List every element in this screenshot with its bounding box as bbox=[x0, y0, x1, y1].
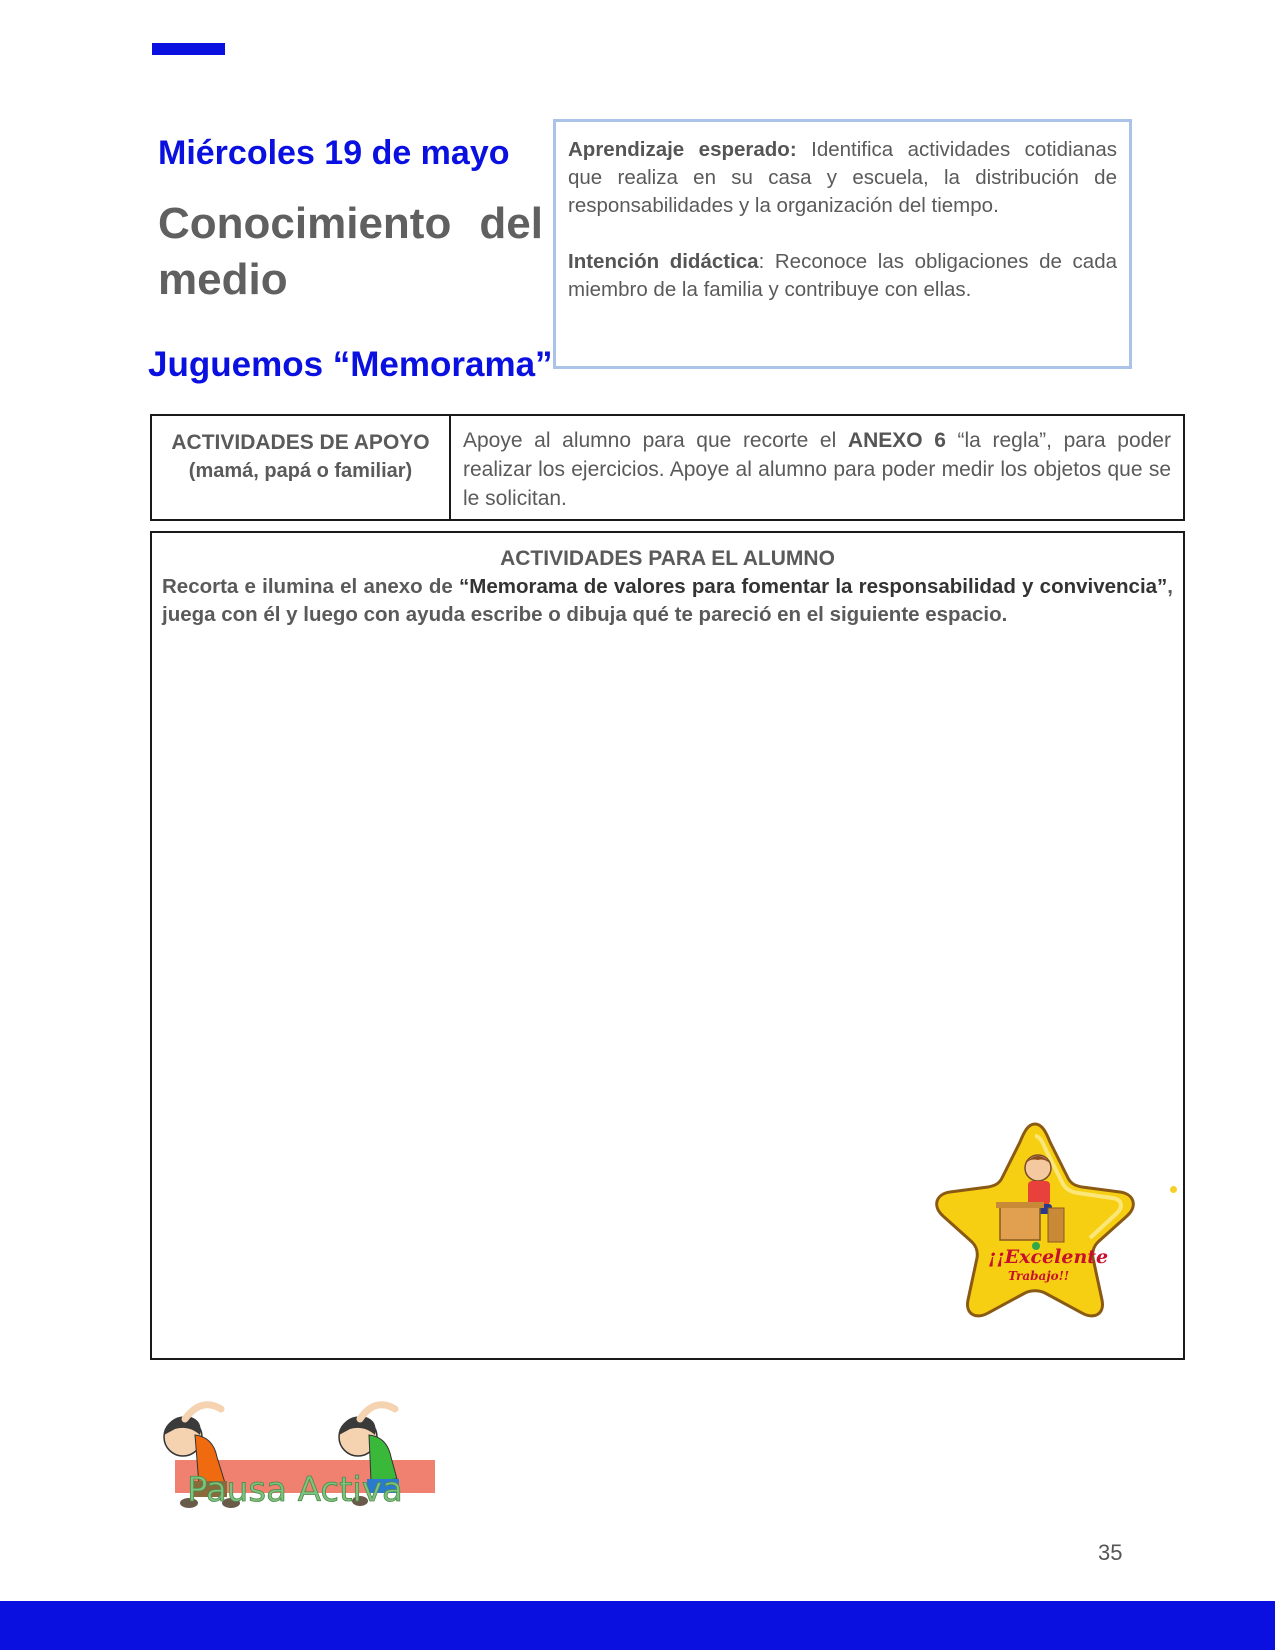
support-subheading: (mamá, papá o familiar) bbox=[188, 460, 413, 482]
support-heading: ACTIVIDADES DE APOYO bbox=[171, 431, 430, 454]
didactic-intention-label: Intención didáctica bbox=[568, 250, 759, 273]
pausa-activa-label: Pausa Activa bbox=[187, 1470, 403, 1510]
subject-line-1: Conocimiento del bbox=[158, 199, 543, 248]
student-text-after: , juega con él y luego con ayuda escribe o dibuja qué te pareció en el siguiente espacio. bbox=[162, 575, 1173, 626]
expected-learning-text: Identifica actividades cotidianas que realiza en su casa y escuela, la distribución de responsabilidades y la organización del tiempo. bbox=[568, 138, 1117, 217]
page-number: 35 bbox=[1098, 1540, 1123, 1565]
expected-learning-label: Aprendizaje esperado: bbox=[568, 138, 797, 161]
support-text-after: “la regla”, para poder realizar los ejercicios. Apoye al alumno para poder medir los objetos que se le solicitan. bbox=[463, 429, 1171, 510]
top-accent-bar bbox=[152, 43, 225, 55]
pausa-activa-icon bbox=[155, 1395, 440, 1515]
expected-learning bbox=[568, 136, 1117, 220]
student-text-bold: “Memorama de valores para fomentar la responsabilidad y convivencia” bbox=[459, 575, 1168, 598]
excellent-work-star-icon bbox=[930, 1118, 1140, 1318]
student-text-before: Recorta e ilumina el anexo de bbox=[162, 575, 460, 598]
didactic-intention-text: : Reconoce las obligaciones de cada miembro de la familia y contribuye con ellas. bbox=[568, 250, 1117, 301]
student-heading: ACTIVIDADES PARA EL ALUMNO bbox=[500, 547, 835, 570]
activity-title: Juguemos “Memorama” bbox=[148, 345, 553, 384]
didactic-intention bbox=[568, 248, 1117, 304]
lesson-date: Miércoles 19 de mayo bbox=[158, 134, 510, 172]
learning-box bbox=[553, 119, 1132, 369]
support-activities-table bbox=[150, 414, 1185, 521]
support-text-annex: ANEXO 6 bbox=[847, 429, 946, 452]
star-text-line-1: ¡¡Excelente bbox=[988, 1246, 1109, 1268]
student-instructions bbox=[162, 573, 1173, 629]
bottom-accent-bar bbox=[0, 1601, 1275, 1650]
support-heading-cell bbox=[152, 416, 451, 519]
decorative-dot bbox=[1170, 1186, 1177, 1193]
support-text-before: Apoye al alumno para que recorte el bbox=[463, 429, 848, 452]
star-text-line-2: Trabajo!! bbox=[1008, 1269, 1070, 1283]
subject-line-2: medio bbox=[158, 255, 288, 304]
subject-title bbox=[158, 196, 543, 308]
support-text-cell bbox=[451, 416, 1183, 519]
